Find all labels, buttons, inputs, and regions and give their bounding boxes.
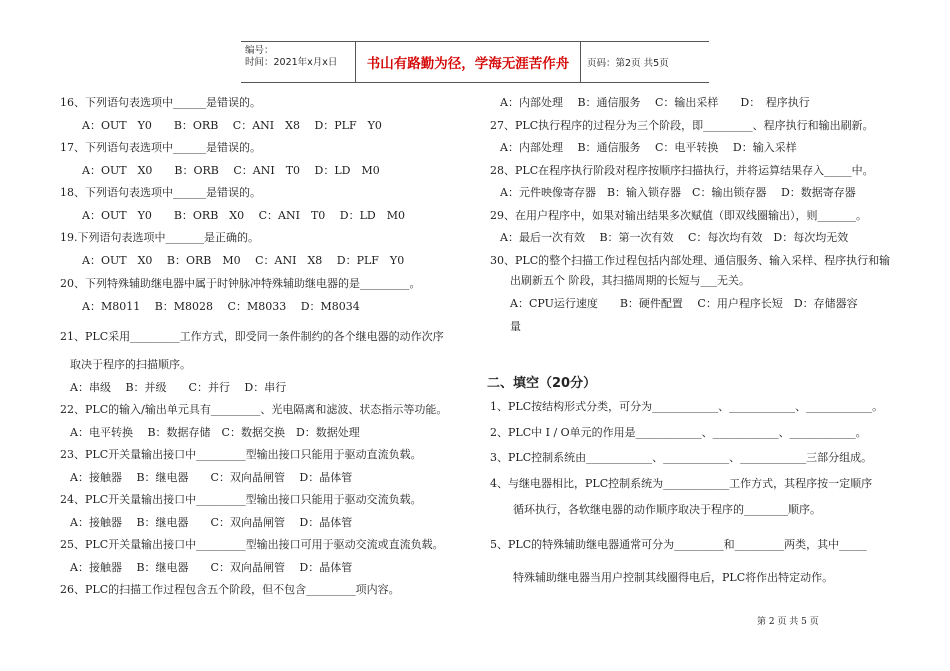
- question-21-cont: 取决于程序的扫描顺序。: [70, 358, 191, 371]
- options-23: A：接触器 B：继电器 C：双向晶闸管 D：晶体管: [70, 471, 353, 484]
- question-25: 25、PLC开关量输出接口中_________型输出接口可用于驱动交流或直流负载。: [60, 538, 444, 551]
- question-18: 18、下列语句表选项中______是错误的。: [60, 186, 261, 199]
- time-label: 时间：2021年x月x日: [245, 57, 338, 68]
- options-26: A：内部处理 B：通信服务 C：输出采样 D： 程序执行: [500, 96, 810, 109]
- question-27: 27、PLC执行程序的过程分为三个阶段，即_________、程序执行和输出刷新。: [490, 119, 874, 132]
- question-24: 24、PLC开关量输出接口中_________型输出接口只能用于驱动交流负载。: [60, 493, 422, 506]
- header-motto: 书山有路勤为径，学海无涯苦作舟: [355, 42, 581, 82]
- options-30-cont: 量: [510, 320, 521, 333]
- fill-question-4-cont: 循环执行，各软继电器的动作顺序取决于程序的________顺序。: [513, 503, 821, 516]
- options-20: A：M8011 B：M8028 C：M8033 D：M8034: [82, 300, 360, 313]
- options-25: A：接触器 B：继电器 C：双向晶闸管 D：晶体管: [70, 561, 353, 574]
- question-26: 26、PLC的扫描工作过程包含五个阶段，但不包含_________项内容。: [60, 583, 400, 596]
- question-28: 28、PLC在程序执行阶段对程序按顺序扫描执行，并将运算结果存入_____中。: [490, 164, 874, 177]
- question-23: 23、PLC开关量输出接口中_________型输出接口只能用于驱动直流负载。: [60, 448, 422, 461]
- section-2-title: 二、填空（20分）: [487, 376, 597, 391]
- fill-question-5-cont: 特殊辅助继电器当用户控制其线圈得电后，PLC将作出特定动作。: [513, 571, 834, 584]
- question-21: 21、PLC采用_________工作方式，即受同一条件制约的各个继电器的动作次序: [60, 330, 444, 343]
- fill-question-5: 5、PLC的特殊辅助继电器通常可分为_________和_________两类，其中_____: [490, 538, 867, 551]
- question-22: 22、PLC的输入/输出单元具有_________、光电隔离和滤波、状态指示等功能。: [60, 403, 448, 416]
- page-header: [241, 41, 709, 83]
- options-21: A：串级 B：并级 C：并行 D：串行: [70, 381, 287, 394]
- question-30: 30、PLC的整个扫描工作过程包括内部处理、通信服务、输入采样、程序执行和输: [490, 254, 891, 267]
- fill-question-2: 2、PLC中 I / O单元的作用是____________、____________、____________。: [490, 426, 867, 439]
- header-meta: [245, 45, 337, 69]
- question-16: 16、下列语句表选项中______是错误的。: [60, 96, 261, 109]
- options-17: A：OUT X0 B：ORB C：ANI T0 D：LD M0: [82, 164, 380, 177]
- question-19: 19.下列语句表选项中_______是正确的。: [60, 231, 259, 244]
- page-footer: 第 2 页 共 5 页: [757, 617, 819, 627]
- options-29: A：最后一次有效 B：第一次有效 C：每次均有效 D：每次均无效: [500, 231, 849, 244]
- question-17: 17、下列语句表选项中______是错误的。: [60, 141, 261, 154]
- question-20: 20、下列特殊辅助继电器中属于时钟脉冲特殊辅助继电器的是_________。: [60, 277, 421, 290]
- options-28: A：元件映像寄存器 B：输入锁存器 C：输出锁存器 D：数据寄存器: [500, 186, 856, 199]
- options-16: A：OUT Y0 B：ORB C：ANI X8 D：PLF Y0: [82, 119, 382, 132]
- options-27: A：内部处理 B：通信服务 C：电平转换 D：输入采样: [500, 141, 797, 154]
- fill-question-4: 4、与继电器相比，PLC控制系统为____________工作方式，其程序按一定顺序: [490, 477, 873, 490]
- options-30: A：CPU运行速度 B：硬件配置 C：用户程序长短 D：存储器容: [510, 297, 858, 310]
- options-18: A：OUT Y0 B：ORB X0 C：ANI T0 D：LD M0: [82, 209, 405, 222]
- options-22: A：电平转换 B：数据存储 C：数据交换 D：数据处理: [70, 426, 360, 439]
- question-30-cont: 出刷新五个 阶段，其扫描周期的长短与___无关。: [510, 274, 750, 287]
- page-code: 页码：第2页 共5页: [587, 58, 669, 69]
- options-19: A：OUT X0 B：ORB M0 C：ANI X8 D：PLF Y0: [82, 254, 405, 267]
- options-24: A：接触器 B：继电器 C：双向晶闸管 D：晶体管: [70, 516, 353, 529]
- fill-question-1: 1、PLC按结构形式分类，可分为____________、____________、____________。: [490, 400, 884, 413]
- number-label: 编号：: [245, 45, 274, 56]
- fill-question-3: 3、PLC控制系统由____________、____________、____________三部分组成。: [490, 451, 873, 464]
- question-29: 29、在用户程序中，如果对输出结果多次赋值（即双线圈输出），则_______。: [490, 209, 867, 222]
